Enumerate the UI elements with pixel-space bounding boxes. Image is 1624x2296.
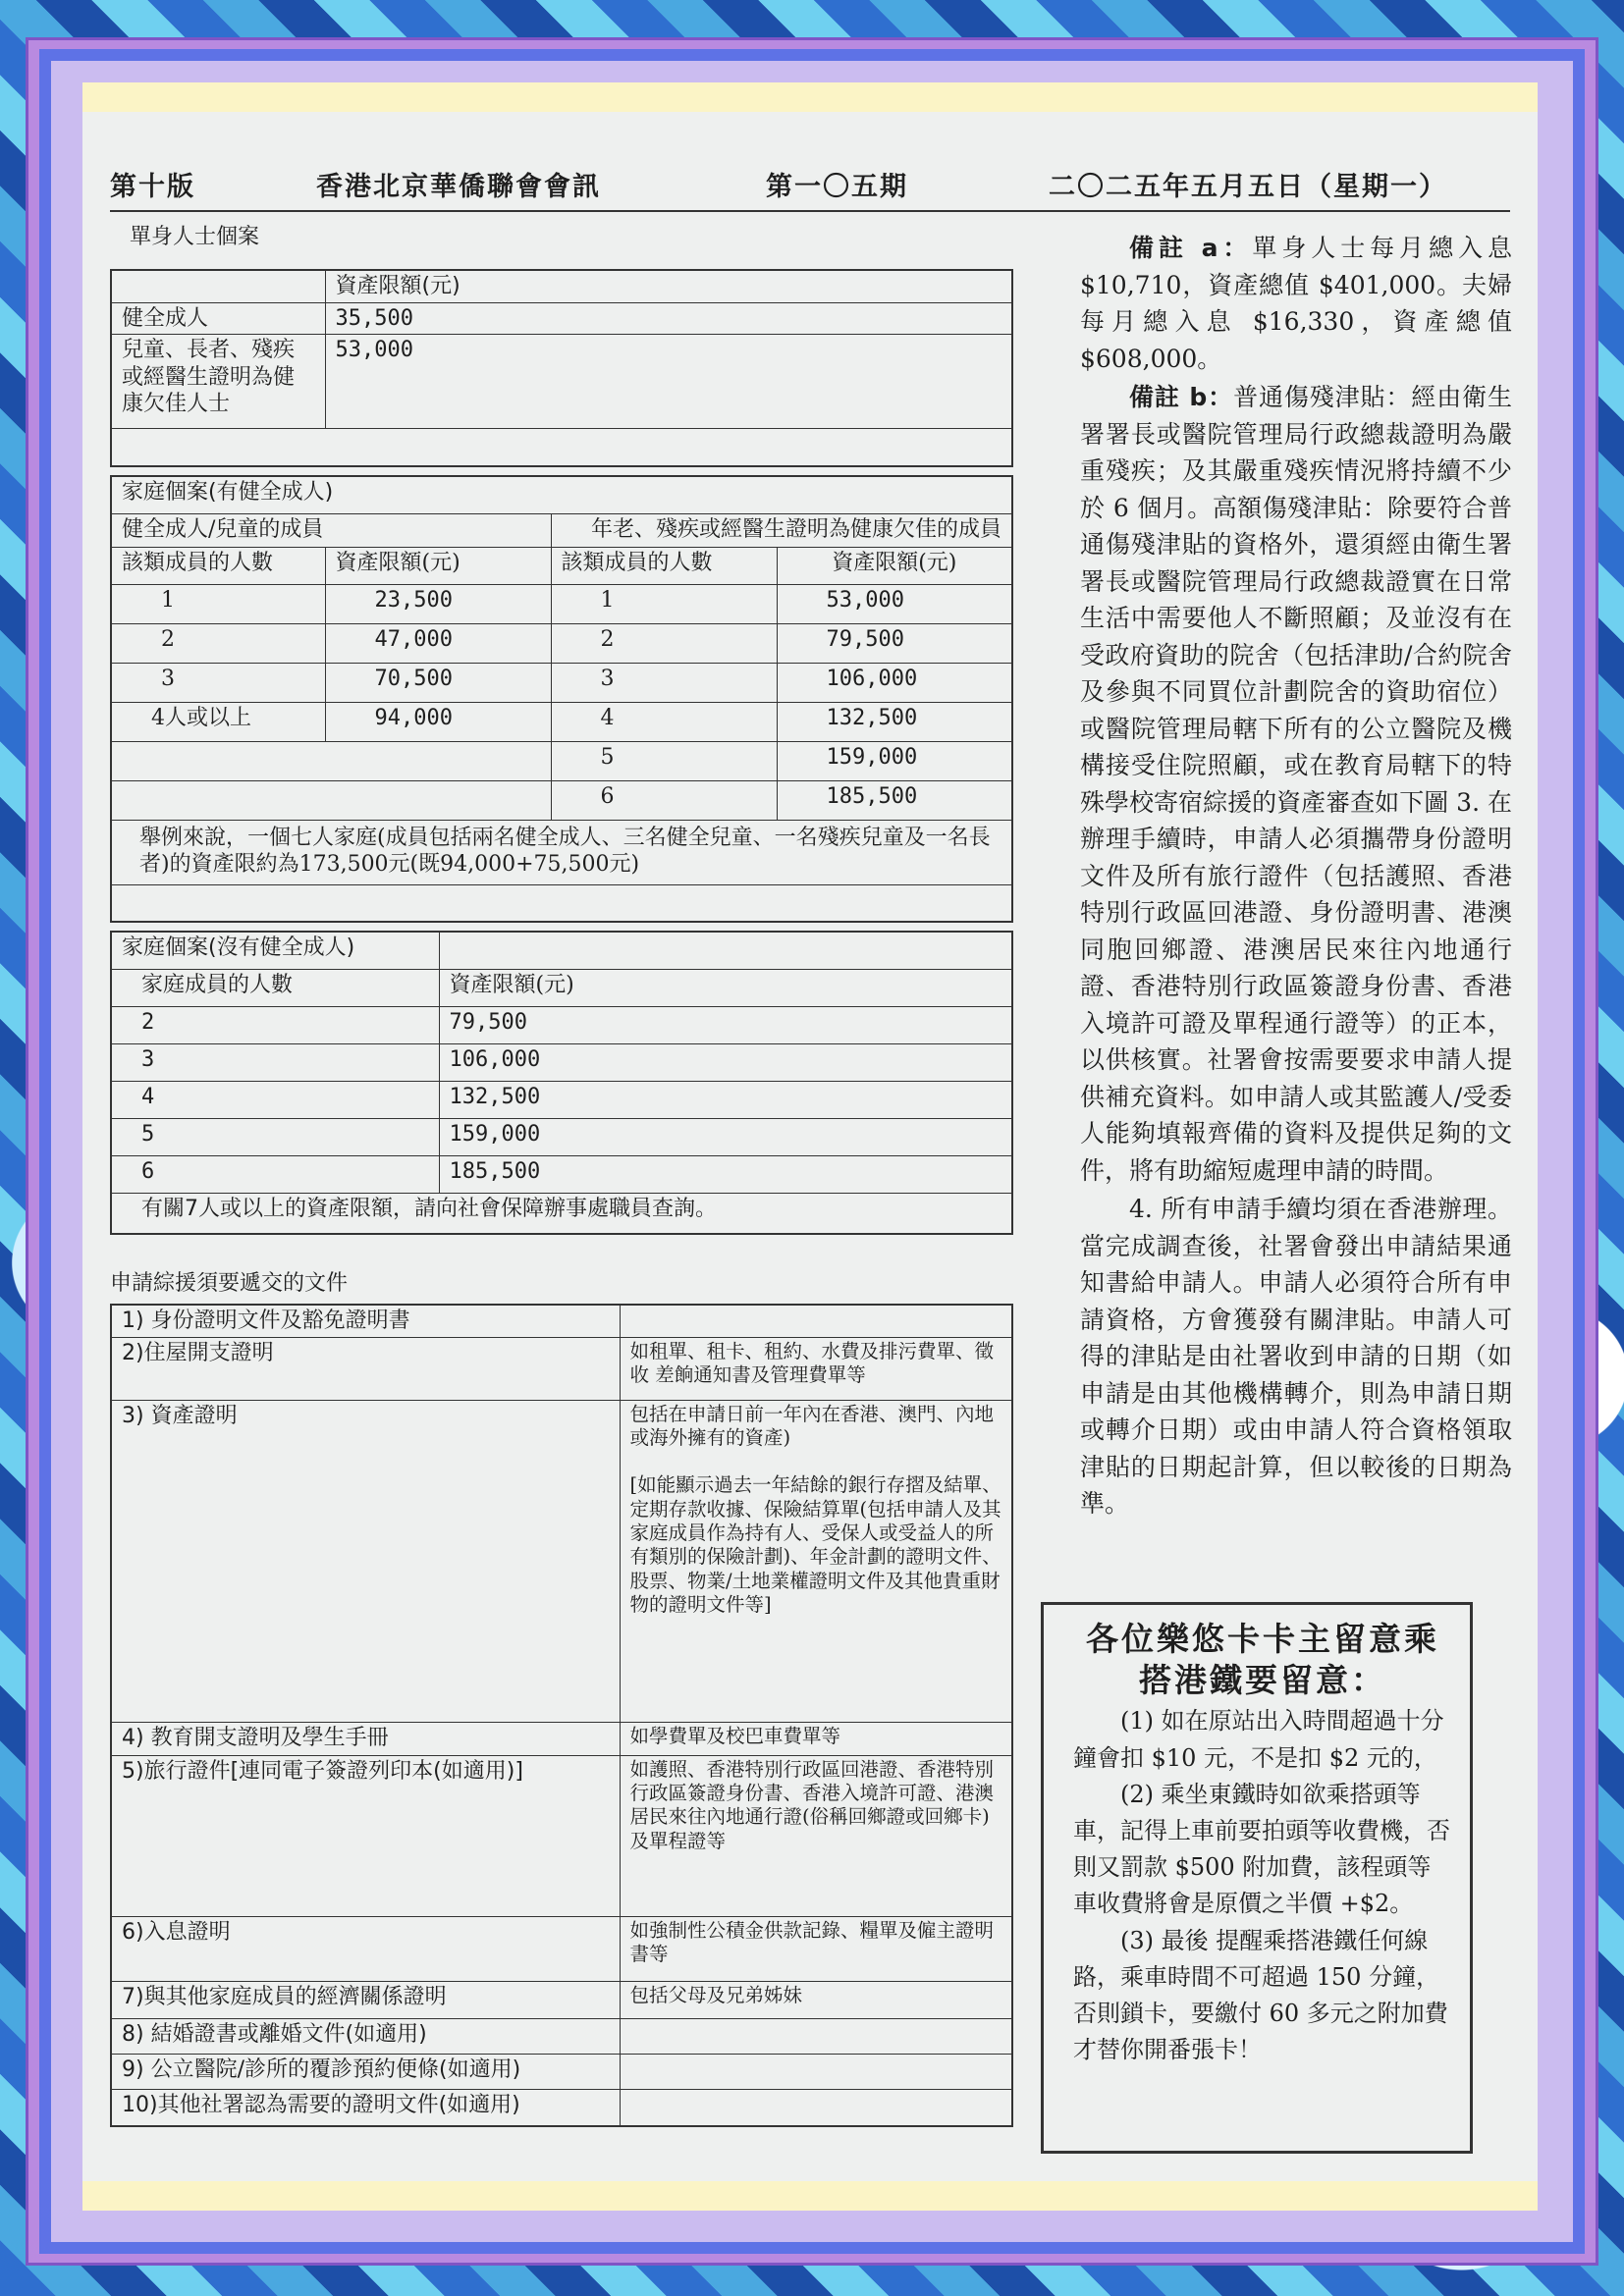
notice-item-3: (3) 最後 提醒乘搭港鐵任何線路，乘車時間不可超過 150 分鐘，否則鎖卡，要繳付 60 多元之附加費才替你開番張卡！ [1073,1926,1448,2064]
table-row: 3 [551,663,777,702]
table-row-value: 53,000 [325,335,1012,429]
document-item: 3) 資產證明 [111,1400,620,1722]
document-note: 如護照、香港特別行政區回港證、香港特別行政區簽證身份書、香港入境許可證、港澳居民來往內地通行證(俗稱回鄉證或回鄉卡)及單程證等 [620,1755,1012,1916]
table-row-value: 35,500 [325,302,1012,335]
masthead [110,161,1510,212]
remarks-column [1080,230,1512,1524]
table-row: 1 [551,584,777,623]
col-header-limit: 資產限額(元) [777,547,1012,584]
table-cell-value: 23,500 [325,584,551,623]
table-cell-value: 132,500 [777,702,1012,741]
table-cell-value: 94,000 [325,702,551,741]
table-cell-value: 53,000 [777,584,1012,623]
bottom-yellow-band [82,2181,1538,2211]
group-frail-label: 年老、殘疾或經醫生證明為健康欠佳的成員 [551,513,1012,547]
remark-a-label: 備註 a： [1129,234,1253,262]
issue-date: 二〇二五年五月五日（星期一） [1049,172,1447,202]
family-no-able-table [110,931,1013,1235]
table-row: 1 [111,584,325,623]
table-row: 4人或以上 [111,702,325,741]
family-no-able-section-title: 家庭個案(沒有健全成人) [111,932,439,969]
notice-item-2: (2) 乘坐東鐵時如欲乘搭頭等車，記得上車前要拍頭等收費機，否則又罰款 $500 附加費，該程頭等車收費將會是原價之半價 +$2。 [1073,1780,1450,1918]
table-row: 2 [111,623,325,663]
document-item: 7)與其他家庭成員的經濟關係證明 [111,1981,620,2018]
table-row: 2 [551,623,777,663]
document-item: 4) 教育開支證明及學生手冊 [111,1722,620,1755]
single-section-title: 單身人士個案 [130,225,260,249]
family-able-table [110,475,1013,923]
document-note [620,2018,1012,2054]
table-cell-value: 159,000 [439,1118,1012,1155]
documents-table [110,1304,1013,2127]
documents-section-title: 申請綜援須要遞交的文件 [110,1271,349,1296]
document-item: 2)住屋開支證明 [111,1337,620,1400]
document-note: 包括父母及兄弟姊妹 [620,1981,1012,2018]
table-row: 2 [111,1006,439,1043]
document-note: 如學費單及校巴車費單等 [620,1722,1012,1755]
table-cell-value: 106,000 [777,663,1012,702]
table-cell-value: 185,500 [439,1155,1012,1193]
document-item: 9) 公立醫院/診所的覆診預約便條(如適用) [111,2054,620,2089]
table-cell-value: 132,500 [439,1081,1012,1118]
single-asset-table [110,269,1013,467]
remark-b-label: 備註 b： [1129,383,1234,411]
document-note [620,2089,1012,2126]
document-item: 10)其他社署認為需要的證明文件(如適用) [111,2089,620,2126]
table-cell-value: 185,500 [777,780,1012,820]
remark-a [1080,230,1512,377]
table-cell-value: 79,500 [777,623,1012,663]
table-row: 4 [551,702,777,741]
table-row-label: 健全成人 [111,302,325,335]
document-item: 1) 身份證明文件及豁免證明書 [111,1305,620,1337]
table-cell-value: 70,500 [325,663,551,702]
document-note: 如租單、租卡、租約、水費及排污費單、徵收 差餉通知書及管理費單等 [620,1337,1012,1400]
table-row: 6 [551,780,777,820]
table-row: 5 [111,1118,439,1155]
table-cell-value: 106,000 [439,1043,1012,1081]
group-able-label: 健全成人/兒童的成員 [111,513,551,547]
table-cell-value: 79,500 [439,1006,1012,1043]
table-row: 6 [111,1155,439,1193]
col-header-count: 家庭成員的人數 [111,969,439,1006]
col-header-limit: 資產限額(元) [439,969,1012,1006]
document-note: 包括在申請日前一年內在香港、澳門、內地或海外擁有的資產) [629,1402,995,1449]
document-note: 如強制性公積金供款記錄、糧單及僱主證明書等 [620,1916,1012,1981]
remark-paragraph-4: 4. 所有申請手續均須在香港辦理。當完成調查後，社署會發出申請結果通知書給申請人。申請人必須符合所有申請資格，方會獲發有關津貼。申請人可得的津貼是由社署收到申請的日期（如申請是由其他機構轉介，則為申請日期或轉介日期）或由申請人符合資格領取津貼的日期起計算，但以較後的日期為準。 [1080,1195,1512,1518]
table-row: 4 [111,1081,439,1118]
table-cell-value: 159,000 [777,741,1012,780]
newsletter-name: 香港北京華僑聯會會訊 [316,172,601,202]
issue-number: 第一〇五期 [766,172,908,202]
table-row-label: 兒童、長者、殘疾或經醫生證明為健康欠佳人士 [111,335,325,429]
table-row: 5 [551,741,777,780]
remark-a-text: 單身人士每月總入息 $10,710，資產總值 $401,000。夫婦每月總入息 $16,330，資產總值 $608,000。 [1080,234,1512,373]
family-example-note: 舉例來說，一個七人家庭(成員包括兩名健全成人、三名健全兒童、一名殘疾兒童及一名長者)的資產限約為173,500元(既94,000+75,500元) [111,820,1012,884]
document-item: 8) 結婚證書或離婚文件(如適用) [111,2018,620,2054]
document-note [620,2054,1012,2089]
table-row: 3 [111,663,325,702]
col-header-limit: 資產限額(元) [325,547,551,584]
table-row: 3 [111,1043,439,1081]
notice-title: 各位樂悠卡卡主留意乘搭港鐵要留意： [1086,1620,1439,1700]
document-item: 5)旅行證件[連同電子簽證列印本(如適用)] [111,1755,620,1916]
notice-item-1: (1) 如在原站出入時間超過十分鐘會扣 $10 元，不是扣 $2 元的， [1073,1707,1444,1772]
remark-b-text: 普通傷殘津貼：經由衛生署署長或醫院管理局行政總裁證明為嚴重殘疾；及其嚴重殘疾情況將持續不少於 6 個月。高額傷殘津貼：除要符合普通傷殘津貼的資格外，還須經由衛生署署長或醫院管理局行政總裁證實在日常生活中需要他人不斷照顧；及並沒有在受政府資助的院舍（包括津助/合約院舍及參與不同買位計劃院舍的資助宿位）或醫院管理局轄下所有的公立醫院及機構接受住院照顧，或在教育局轄下的特殊學校寄宿綜援的資產審查如下圖 3. 在辦理手續時，申請人必須攜帶身份證明文件及所有旅行證件（包括護照、香港特別行政區回港證、身份證明書、港澳同胞回鄉證、港澳居民來往內地通行證、香港特別行政區簽證身份書、香港入境許可證及單程通行證等）的正本，以供核實。社署會按需要要求申請人提供補充資料。如申請人或其監護人/受委人能夠填報齊備的資料及提供足夠的文件，將有助縮短處理申請的時間。 [1080,383,1512,1185]
remark-b [1080,379,1512,1189]
document-note [620,1305,1012,1337]
family-no-able-footer: 有關7人或以上的資產限額，請向社會保障辦事處職員查詢。 [111,1193,1012,1234]
page-number: 第十版 [110,172,195,202]
document-item: 6)入息證明 [111,1916,620,1981]
top-yellow-band [82,82,1538,112]
table-cell-value: 47,000 [325,623,551,663]
mtr-notice-box [1041,1602,1473,2154]
col-header-count: 該類成員的人數 [551,547,777,584]
single-header: 資產限額(元) [325,270,1012,302]
col-header-count: 該類成員的人數 [111,547,325,584]
document-note-detail: [如能顯示過去一年結餘的銀行存摺及結單、定期存款收據、保險結算單(包括申請人及其家庭成員作為持有人、受保人或受益人的所有類別的保險計劃)、年金計劃的證明文件、股票、物業/土地業權證明文件及其他貴重財物的證明文件等] [629,1473,1001,1617]
family-able-section-title: 家庭個案(有健全成人) [111,476,1012,513]
